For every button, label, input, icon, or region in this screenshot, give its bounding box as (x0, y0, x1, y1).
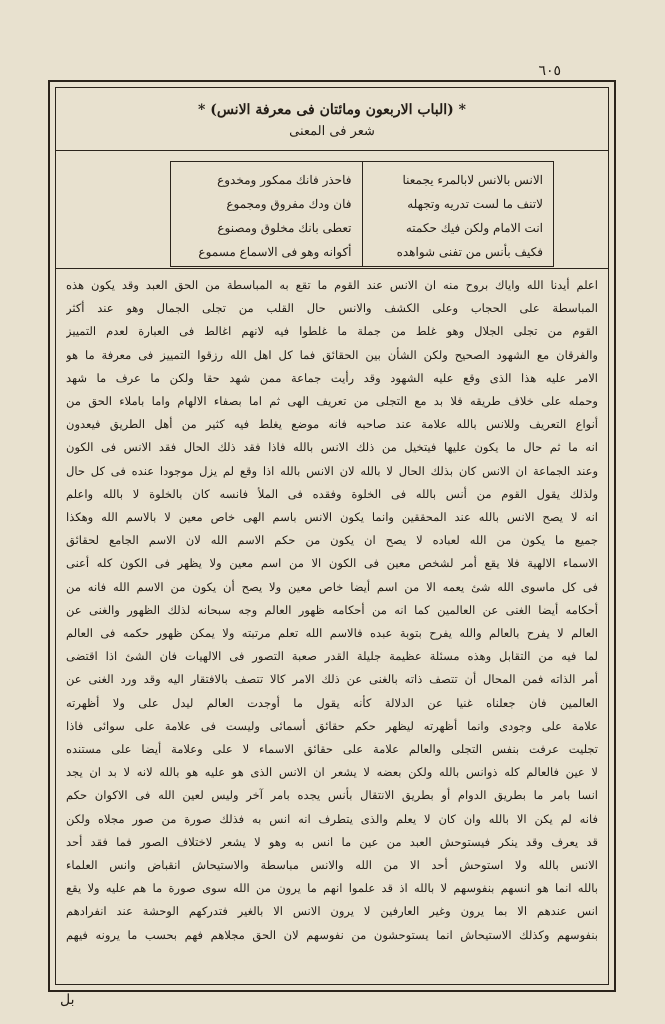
poem-verse: انت الامام ولكن فيك حكمته (405, 221, 543, 235)
text-line: انسا بامر ما بطريق الدوام أو بطريق الانتقال بأنس يجده بامر آخر وليس لعين الله فى الاكوان حكم (66, 788, 598, 803)
poem-verse: تعطى بانك مخلوق ومصنوع (217, 221, 352, 235)
body-text (66, 274, 598, 978)
text-line: بالله انما هو انسهم بنفوسهم لا بالله اذ قد علموا انهم ما يرون من الله سوى صورة ما هم عليه ولا يقع (66, 881, 598, 896)
text-line: ولذلك يقول القوم من أنس بالله فى الخلوة وفقده فى الملأ فانسه كان بالخلوة لا بالله واعلم (66, 486, 598, 501)
text-line: أحكامه أيضا الغنى عن العالمين كما انه من أحكامه ظهور العالم وجه سبحانه لذلك الظهور والغنى عن (66, 602, 598, 617)
poem-verse: الانس بالانس لابالمرء يجمعنا (402, 173, 543, 187)
text-line: المباسطة على الحجاب وعلى الكشف والانس حال القلب من تجلى الجمال وهو عند أكثر (66, 301, 598, 316)
text-line: بنفوسهم وكذلك الاستيحاش انما يستوحشون من نفوسهم لان الحق مجلاهم فهم بحسب ما يرونه فيهم (66, 927, 598, 942)
text-line: والفرقان مع الشهود الصحيح ولكن الشأن بين الحقائق فما كل اهل الله رزقوا التمييز فى معرفة ما هو (66, 347, 598, 362)
text-line: فانه لم يكن الا بالله وان كان لا يعلم والذى يتطرف انه انس به فذلك صورة من صور مجلاه ولكن (66, 811, 598, 826)
text-line: جميع ما يكون من الله لعباده لا يصح ان يكون من حكم الاسم الله لان الاسم الجامع لحقائق (66, 533, 598, 548)
chapter-title: * (الباب الاربعون ومائتان فى معرفة الانس) * (198, 102, 466, 118)
text-line: أمر الذاته فمن المحال أن تتصف ذاته بالغنى عن ذلك الامر كالا تتصف بالافتقار اليه وقد ورد الغنى عن (66, 672, 598, 687)
poem-verse: فان ودك مفروق ومجموع (226, 197, 352, 211)
poem-left-column (171, 162, 362, 266)
poem-rule (56, 268, 608, 269)
poem-box (170, 161, 554, 267)
text-line: الاسماء الالهية فلا يقع أمر لشخص معين فى الكون الا من اسم معين ولا يظهر فى الكون كله أعنى (66, 556, 598, 571)
header-rule (56, 150, 608, 151)
poem-verse: فاحذر فانك ممكور ومخدوع (217, 173, 352, 187)
catchword: بل (60, 992, 75, 1008)
text-line: انس عندهم الا بما يرون وغير العارفين لا يرون الانس الا بالغير فتدركهم الوحشة عند انفرادهم (66, 904, 598, 919)
page-frame (48, 80, 616, 992)
text-line: قد يعرف وقد ينكر فيستوحش العبد من عين ما انس به وهو لا يشعر لاختلاف الصور فما فقد أحد (66, 834, 598, 849)
text-line: الامر عليه هذا الذى وقع عليه الشهود وقد رأيت جماعة ممن شهد حقا ولكن ما عرف ما شهد (66, 370, 598, 385)
poem-verse: فكيف بأنس من تفنى شواهده (396, 245, 543, 259)
text-line: وعند الجماعة ان الانس كان بذلك الحال لا بالله لان الانس بالله اذا وقع لم يزل موجودا عنده فى كل حال (66, 463, 598, 478)
text-line: علامة على وجودى وانما أظهرته ليظهر حكم حقائق أسمائى وليست فى علامة على سوائى فاذا (66, 718, 598, 733)
text-line: لا عين فالعالم كله ذوانس بالله ولكن بعضه لا يشعر ان الانس الذى هو عليه هو بالله لانه لا بد ان يجد (66, 765, 598, 780)
text-line: العالمين فان جعلناه غنيا عن الدلالة كأنه يقول ما أوجدت العالم ليدل على ولا أظهرته (66, 695, 598, 710)
text-line: تجليت عرفت بنفس التجلى والعالم علامة على حقائق الاسماء لا على وعلامة أيضا على مستنده (66, 742, 598, 757)
text-line: العالم لا يفرح بالعالم والله يفرح بتوبة عبده فالاسم الله تعلم مرتبته ولا يمكن ظهور حكمه فى العالم (66, 626, 598, 641)
poem-verse: أكوانه وهو فى الاسماع مسموع (198, 245, 352, 259)
text-line: انه ما ثم حال ما يكون عليها فيتخيل من ذلك الانس بالله فاذا فقد ذلك الحال فقد الانس فى الكون (66, 440, 598, 455)
poem-right-column (362, 162, 554, 266)
text-line: انه لا يصح الانس بالله عند المحققين وانما يكون الانس باسم الهى خاص معين لا بالاسم الله وهكذا (66, 510, 598, 525)
inner-frame (55, 87, 609, 985)
chapter-header (56, 88, 608, 148)
text-line: فى كل ماسوى الله شئ يعمه الا من اسم أيضا خاص معين ولا يصح أن يكون من الاسم الله فانه من (66, 579, 598, 594)
text-line: أنواع التعريف وللانس بالله علامة عند صاحبه فانه موضع يغلط فيه كثير من أهل الطريق فيعدون (66, 417, 598, 432)
text-line: اعلم أيدنا الله واياك بروح منه ان الانس عند القوم ما تقع به المباسطة من الحق العبد وقد يكون هذه (66, 278, 598, 292)
text-line: وحمله على خلاف طريقه فلا بد مع التجلى من تعريف الهى ثم اما بصفاء الالهام واما باملاء الحق من (66, 394, 598, 409)
chapter-subtitle: شعر فى المعنى (289, 124, 375, 139)
text-line: الانس بالله ولا استوحش أحد الا من الله والانس مباسطة والاستيحاش انقباض وانس العلماء (66, 858, 598, 873)
page-number: ٦٠٥ (538, 63, 561, 79)
poem-verse: لاتنف ما لست تدريه وتجهله (407, 197, 543, 211)
text-line: لما فيه من التقابل وهذه مسئلة عظيمة جليلة القدر صعبة التصور فى الالهيات فان الشئ اذا اقتضى (66, 649, 598, 664)
text-line: القوم من تجلى الجلال وهو غلط من جملة ما غلطوا فيه لانهم اغالط فى العبارة لعدم التمييز (66, 324, 598, 339)
